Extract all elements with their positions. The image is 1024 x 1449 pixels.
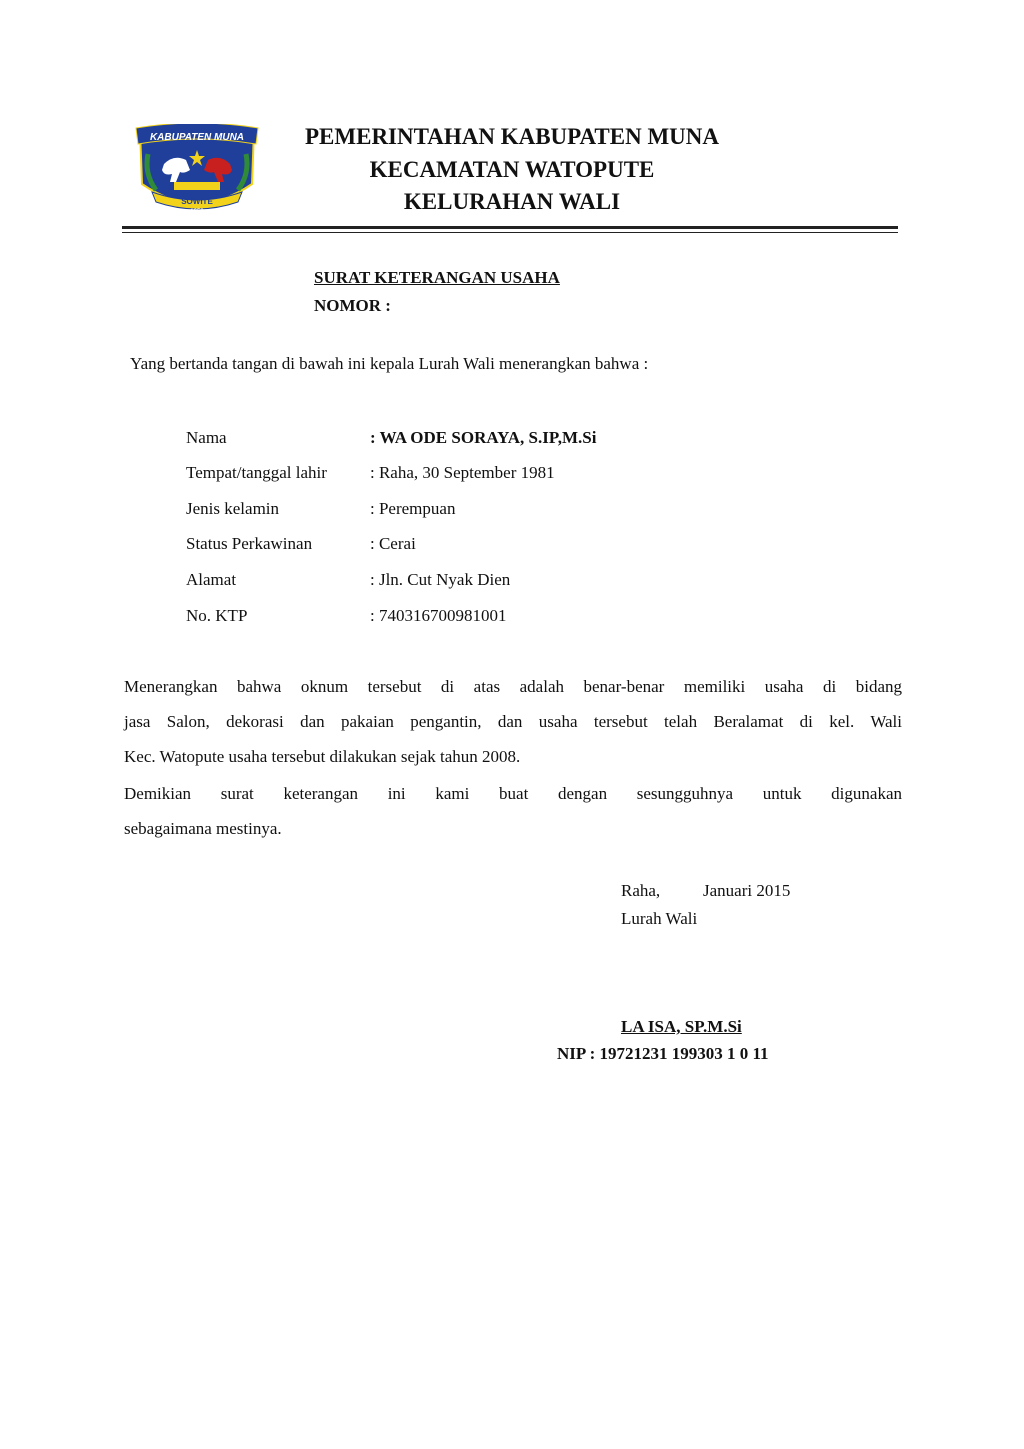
detail-label-nama: Nama — [186, 428, 227, 447]
detail-value-nama: : WA ODE SORAYA, S.IP,M.Si — [370, 428, 597, 447]
body-line-4: Demikian surat keterangan ini kami buat dengan sesungguhnya untuk digunakan — [124, 784, 902, 803]
detail-label-marital: Status Perkawinan — [186, 534, 313, 553]
detail-value-address: : Jln. Cut Nyak Dien — [370, 570, 511, 589]
header-rule-thin — [122, 232, 898, 233]
detail-label-ktp: No. KTP — [186, 606, 248, 625]
detail-value-gender: : Perempuan — [370, 499, 456, 518]
detail-label-ttl: Tempat/tanggal lahir — [186, 463, 327, 482]
detail-value-ttl: : Raha, 30 September 1981 — [370, 463, 555, 482]
intro-text: Yang bertanda tangan di bawah ini kepala Lurah Wali menerangkan bahwa : — [130, 354, 649, 373]
body-line-5: sebagaimana mestinya. — [124, 819, 282, 838]
emblem-motto: SOWITE — [181, 197, 213, 206]
detail-value-ktp: : 740316700981001 — [370, 606, 507, 625]
header-government: PEMERINTAHAN KABUPATEN MUNA — [305, 124, 719, 149]
header-district: KECAMATAN WATOPUTE — [369, 157, 655, 182]
emblem-base — [174, 182, 220, 190]
emblem-year: 1959 — [190, 209, 204, 215]
signature-place: Raha, — [621, 881, 661, 900]
signature-nip: NIP : 19721231 199303 1 0 11 — [557, 1044, 769, 1063]
emblem-top-text: KABUPATEN MUNA — [149, 132, 245, 143]
header-village: KELURAHAN WALI — [403, 189, 621, 214]
letter-title: SURAT KETERANGAN USAHA — [314, 268, 560, 287]
body-line-1: Menerangkan bahwa oknum tersebut di atas adalah benar-benar memiliki usaha di bidang — [124, 677, 902, 696]
detail-label-address: Alamat — [186, 570, 237, 589]
body-line-3: Kec. Watopute usaha tersebut dilakukan sejak tahun 2008. — [124, 747, 521, 766]
signature-date: Januari 2015 — [703, 881, 791, 900]
detail-label-gender: Jenis kelamin — [186, 499, 280, 518]
body-line-2: jasa Salon, dekorasi dan pakaian pengantin, dan usaha tersebut telah Beralamat di kel. Wali — [124, 712, 902, 731]
header-rule-thick — [122, 226, 898, 229]
detail-value-marital: : Cerai — [370, 534, 416, 553]
signature-name: LA ISA, SP.M.Si — [621, 1017, 742, 1036]
signature-position: Lurah Wali — [621, 909, 698, 928]
letter-number: NOMOR : — [314, 296, 391, 315]
